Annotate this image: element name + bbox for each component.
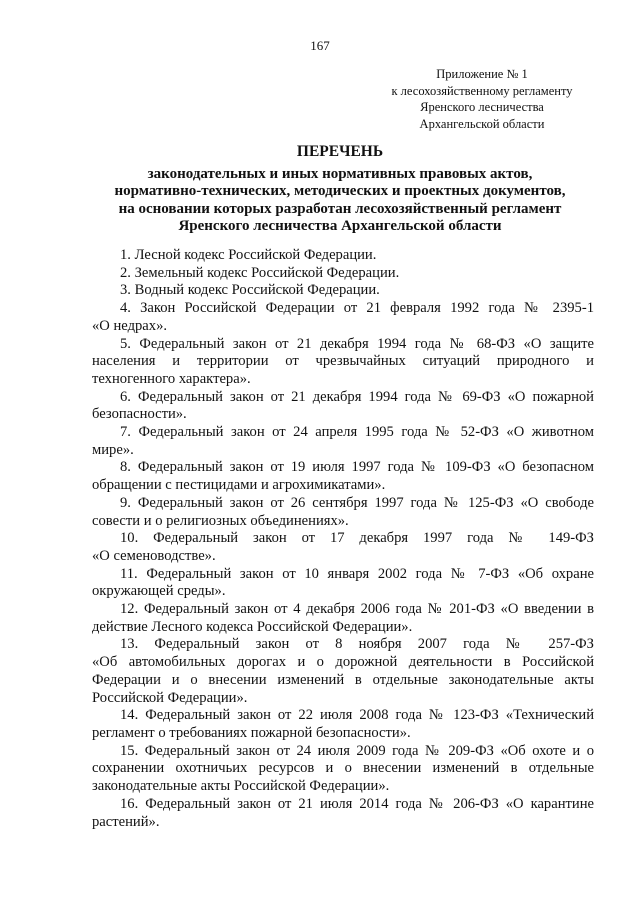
list-item-line: 6. Федеральный закон от 21 декабря 1994 года № 69-ФЗ «О пожарной [120, 388, 594, 405]
list-item-line: 1. Лесной кодекс Российской Федерации. [120, 247, 377, 263]
list-item-line: населения и территории от чрезвычайных ситуаций природного и [92, 353, 594, 370]
list-item-line: 5. Федеральный закон от 21 декабря 1994 года № 68-ФЗ «О защите [120, 335, 594, 352]
list-item-line: «О недрах». [92, 317, 168, 334]
page-number: 167 [310, 38, 330, 53]
document-heading [60, 143, 620, 236]
list-item-line: «О семеноводстве». [92, 547, 216, 564]
list-item [92, 601, 594, 636]
list-item [92, 743, 594, 796]
list-item [92, 300, 594, 335]
list-item-line: 2. Земельный кодекс Российской Федерации. [120, 264, 400, 281]
list-item-line: Российской Федерации». [92, 689, 248, 706]
list-item-line: 12. Федеральный закон от 4 декабря 2006 года № 201-ФЗ «О введении в [120, 601, 594, 618]
appendix-line: Приложение № 1 [436, 67, 528, 81]
list-item-line: сохранении охотничьих ресурсов и о внесении изменений в отдельные [92, 760, 594, 777]
list-item [92, 265, 594, 283]
list-item [92, 389, 594, 424]
list-item-line: 10. Федеральный закон от 17 декабря 1997 года № 149-ФЗ [120, 530, 594, 547]
heading-line: Яренского лесничества Архангельской области [178, 218, 502, 234]
list-item [92, 566, 594, 601]
appendix-note [374, 66, 590, 132]
list-item-line: законодательные акты Российской Федерации». [92, 778, 390, 795]
list-item [92, 707, 594, 742]
heading-line: законодательных и иных нормативных правовых актов, [147, 165, 533, 182]
list-item-line: 4. Закон Российской Федерации от 21 февраля 1992 года № 2395-1 [120, 300, 594, 317]
list-item-line: «Об автомобильных дорогах и о дорожной деятельности в Российской [92, 654, 594, 671]
list-item-line: 14. Федеральный закон от 22 июля 2008 года № 123-ФЗ «Технический [120, 707, 594, 724]
list-item-line: безопасности». [92, 406, 187, 423]
list-item [92, 247, 594, 265]
list-item [92, 796, 594, 831]
list-item-line: обращении с пестицидами и агрохимикатами». [92, 477, 386, 494]
list-item-line: совести и о религиозных объединениях». [92, 512, 349, 529]
list-item-line: 8. Федеральный закон от 19 июля 1997 года № 109-ФЗ «О безопасном [120, 459, 594, 476]
heading-line: на основании которых разработан лесохозяйственный регламент [118, 200, 562, 217]
list-item-line: 3. Водный кодекс Российской Федерации. [120, 282, 380, 299]
list-item [92, 636, 594, 707]
appendix-line: к лесохозяйственному регламенту [391, 83, 573, 98]
list-item-line: действие Лесного кодекса Российской Федерации». [92, 618, 413, 635]
appendix-line: Яренского лесничества [420, 100, 544, 114]
list-item-line: 7. Федеральный закон от 24 апреля 1995 года № 52-ФЗ «О животном [120, 424, 594, 441]
list-item-line: 9. Федеральный закон от 26 сентября 1997 года № 125-ФЗ «О свободе [120, 494, 594, 511]
list-item-line: регламент о требованиях пожарной безопасности». [92, 724, 411, 741]
legal-acts-list [92, 247, 594, 831]
list-item-line: Федерации и о внесении изменений в отдельные законодательные акты [92, 671, 594, 688]
list-item [92, 495, 594, 530]
list-item [92, 336, 594, 389]
list-item-line: 16. Федеральный закон от 21 июля 2014 года № 206-ФЗ «О карантине [120, 795, 594, 812]
list-item-line: окружающей среды». [92, 583, 226, 600]
list-item-line: техногенного характера». [92, 370, 251, 387]
heading-line: нормативно-технических, методических и проектных документов, [114, 183, 566, 199]
list-item-line: 13. Федеральный закон от 8 ноября 2007 года № 257-ФЗ [120, 636, 594, 653]
list-item-line: 11. Федеральный закон от 10 января 2002 года № 7-ФЗ «Об охране [120, 565, 594, 582]
list-item-line: 15. Федеральный закон от 24 июля 2009 года № 209-ФЗ «Об охоте и о [120, 742, 594, 759]
list-item [92, 424, 594, 459]
list-item [92, 530, 594, 565]
list-item-line: растений». [92, 813, 160, 830]
list-item [92, 459, 594, 494]
document-title: ПЕРЕЧЕНЬ [296, 143, 384, 160]
appendix-line: Архангельской области [419, 116, 545, 131]
list-item [92, 282, 594, 300]
list-item-line: мире». [92, 441, 134, 458]
